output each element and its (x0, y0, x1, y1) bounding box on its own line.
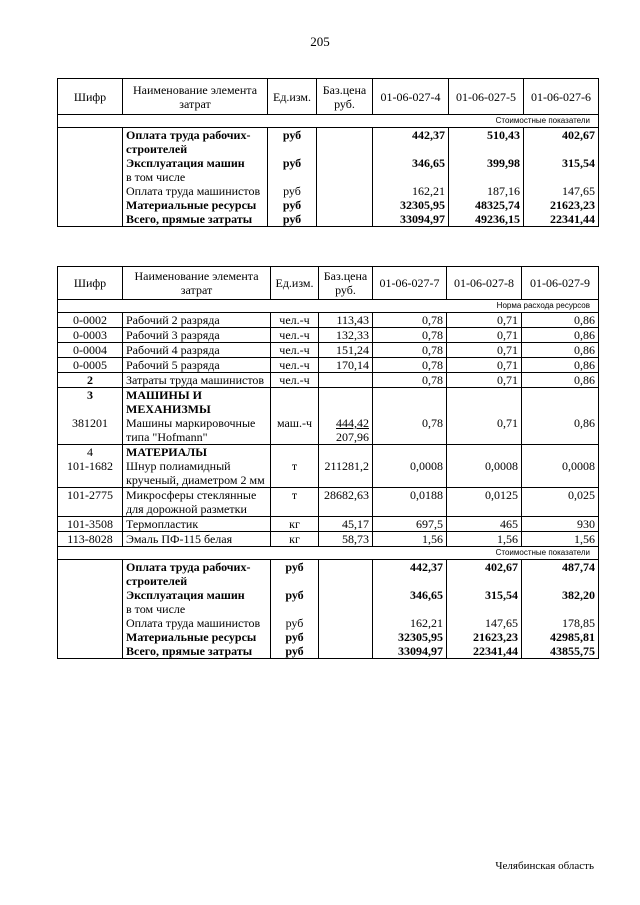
row-value: 0,0188 (373, 488, 447, 517)
row-unit: руб (271, 630, 319, 644)
subheader-norm: Норма расхода ресурсов (58, 300, 599, 313)
row-unit: руб (268, 156, 317, 170)
table-row (58, 416, 599, 445)
section-code: 4 (58, 445, 123, 460)
row-value: 21623,23 (524, 198, 599, 212)
table-cell (58, 616, 123, 630)
row-price: 113,43 (319, 313, 373, 328)
row-code: 381201 (58, 416, 123, 445)
row-value: 0,86 (522, 328, 599, 343)
row-value: 42985,81 (522, 630, 599, 644)
table-row (58, 128, 599, 157)
column-header: Шифр (58, 79, 123, 115)
row-value: 697,5 (373, 517, 447, 532)
row-value: 346,65 (373, 588, 447, 602)
row-code: 0-0004 (58, 343, 123, 358)
column-header: Ед.изм. (268, 79, 317, 115)
table-row (58, 212, 599, 227)
row-price (319, 416, 373, 445)
row-value: 49236,15 (449, 212, 524, 227)
table-row (58, 560, 599, 589)
row-unit: руб (271, 560, 319, 589)
row-price: 132,33 (319, 328, 373, 343)
row-name: Эксплуатация машин (123, 588, 271, 602)
row-unit: маш.-ч (271, 416, 319, 445)
table-cell (58, 560, 123, 589)
table-row (58, 588, 599, 602)
row-unit: руб (268, 184, 317, 198)
row-value (373, 170, 449, 184)
row-code: 0-0003 (58, 328, 123, 343)
table-cell (271, 388, 319, 417)
table-cell (58, 198, 123, 212)
table-cell (447, 388, 522, 417)
row-value (373, 602, 447, 616)
row-unit: руб (271, 616, 319, 630)
row-value: 1,56 (522, 532, 599, 547)
row-unit (271, 602, 319, 616)
table-cell (373, 388, 447, 417)
table-cell (522, 445, 599, 460)
row-name: Всего, прямые затраты (123, 644, 271, 659)
table-cell (58, 602, 123, 616)
column-header: Ед.изм. (271, 267, 319, 300)
row-value: 0,71 (447, 313, 522, 328)
row-name: Материальные ресурсы (123, 630, 271, 644)
row-name: Микросферы стеклянные для дорожной разметки (123, 488, 271, 517)
row-name: Оплата труда рабочих-строителей (123, 560, 271, 589)
row-value: 0,78 (373, 328, 447, 343)
row-unit: чел.-ч (271, 358, 319, 373)
row-unit: руб (268, 212, 317, 227)
row-name: Оплата труда машинистов (123, 184, 268, 198)
row-price: 45,17 (319, 517, 373, 532)
row-name: Эмаль ПФ-115 белая (123, 532, 271, 547)
table-cell (319, 388, 373, 417)
row-value: 0,78 (373, 313, 447, 328)
table-cell (58, 128, 123, 157)
column-header: 01-06-027-8 (447, 267, 522, 300)
row-code: 101-3508 (58, 517, 123, 532)
row-value: 0,78 (373, 358, 447, 373)
table-cell (317, 128, 373, 157)
row-name: Оплата труда рабочих-строителей (123, 128, 268, 157)
table-cell (58, 212, 123, 227)
row-value: 0,86 (522, 343, 599, 358)
table-row (58, 358, 599, 373)
table-header-row (58, 267, 599, 300)
row-value: 0,0125 (447, 488, 522, 517)
price-value: 207,96 (336, 430, 369, 444)
table-row (58, 547, 599, 560)
row-unit: кг (271, 517, 319, 532)
section-title: МАШИНЫ И МЕХАНИЗМЫ (123, 388, 271, 417)
table-cell (319, 560, 373, 589)
price-value: 444,42 (336, 416, 369, 430)
row-name: Затраты труда машинистов (123, 373, 271, 388)
row-code: 2 (58, 373, 123, 388)
row-unit: руб (271, 588, 319, 602)
column-header: 01-06-027-5 (449, 79, 524, 115)
footer-region: Челябинская область (495, 860, 594, 872)
row-value: 32305,95 (373, 630, 447, 644)
row-value: 487,74 (522, 560, 599, 589)
table-row (58, 170, 599, 184)
row-unit: т (271, 488, 319, 517)
row-name: Термопластик (123, 517, 271, 532)
table-cell (447, 445, 522, 460)
row-value: 0,71 (447, 358, 522, 373)
row-value: 0,0008 (373, 459, 447, 488)
table-row (58, 328, 599, 343)
row-value: 0,78 (373, 343, 447, 358)
column-header: 01-06-027-4 (373, 79, 449, 115)
table-row (58, 343, 599, 358)
table-row (58, 517, 599, 532)
column-header: 01-06-027-7 (373, 267, 447, 300)
row-code: 101-2775 (58, 488, 123, 517)
table-row (58, 644, 599, 659)
row-name: Шнур полиамидный крученый, диаметром 2 мм (123, 459, 271, 488)
table-header-row (58, 79, 599, 115)
row-value: 0,0008 (447, 459, 522, 488)
table-row (58, 488, 599, 517)
row-value: 0,0008 (522, 459, 599, 488)
row-value: 0,71 (447, 416, 522, 445)
table-row (58, 459, 599, 488)
row-value: 1,56 (447, 532, 522, 547)
table-cell (319, 602, 373, 616)
row-name: в том числе (123, 170, 268, 184)
row-value: 402,67 (447, 560, 522, 589)
column-header: 01-06-027-9 (522, 267, 599, 300)
table-cell (58, 588, 123, 602)
subheader-cost: Стоимостные показатели (58, 547, 599, 560)
row-code: 0-0005 (58, 358, 123, 373)
table-cell (58, 170, 123, 184)
table-cell (319, 644, 373, 659)
table-cell (373, 445, 447, 460)
table-cell (522, 388, 599, 417)
row-unit (268, 170, 317, 184)
row-name: Эксплуатация машин (123, 156, 268, 170)
row-value: 402,67 (524, 128, 599, 157)
table-row (58, 313, 599, 328)
table-cell (317, 184, 373, 198)
table-row (58, 198, 599, 212)
page-number: 205 (310, 34, 330, 49)
table-cell (319, 588, 373, 602)
row-price: 28682,63 (319, 488, 373, 517)
table-cell (317, 170, 373, 184)
row-name: Материальные ресурсы (123, 198, 268, 212)
column-header: Шифр (58, 267, 123, 300)
row-value (447, 602, 522, 616)
table-cell (271, 445, 319, 460)
row-unit: руб (268, 198, 317, 212)
row-value: 0,71 (447, 328, 522, 343)
row-value: 346,65 (373, 156, 449, 170)
row-value: 33094,97 (373, 644, 447, 659)
section-title: МАТЕРИАЛЫ (123, 445, 271, 460)
row-code: 113-8028 (58, 532, 123, 547)
row-value: 315,54 (524, 156, 599, 170)
table-row (58, 184, 599, 198)
row-value: 465 (447, 517, 522, 532)
row-price: 211281,2 (319, 459, 373, 488)
row-value: 22341,44 (447, 644, 522, 659)
row-code: 101-1682 (58, 459, 123, 488)
row-value: 442,37 (373, 560, 447, 589)
column-header: Наименование элемента затрат (123, 79, 268, 115)
cost-table-2 (57, 266, 599, 659)
row-price: 151,24 (319, 343, 373, 358)
row-value: 510,43 (449, 128, 524, 157)
row-value: 0,86 (522, 416, 599, 445)
column-header: Баз.цена руб. (319, 267, 373, 300)
row-value: 48325,74 (449, 198, 524, 212)
row-value: 0,78 (373, 416, 447, 445)
row-unit: т (271, 459, 319, 488)
table-cell (319, 616, 373, 630)
table-row (58, 532, 599, 547)
row-unit: чел.-ч (271, 328, 319, 343)
row-value: 382,20 (522, 588, 599, 602)
table-cell (317, 198, 373, 212)
row-value: 22341,44 (524, 212, 599, 227)
row-value: 930 (522, 517, 599, 532)
table-row (58, 445, 599, 460)
row-value: 0,86 (522, 313, 599, 328)
table-cell (319, 630, 373, 644)
row-value: 162,21 (373, 184, 449, 198)
column-header: 01-06-027-6 (524, 79, 599, 115)
row-value (522, 602, 599, 616)
row-name: Рабочий 5 разряда (123, 358, 271, 373)
table-row (58, 630, 599, 644)
row-value: 399,98 (449, 156, 524, 170)
row-value: 0,71 (447, 343, 522, 358)
cost-table-1 (57, 78, 599, 227)
row-unit: кг (271, 532, 319, 547)
row-value: 0,86 (522, 358, 599, 373)
row-value: 178,85 (522, 616, 599, 630)
row-name: Оплата труда машинистов (123, 616, 271, 630)
row-value: 0,78 (373, 373, 447, 388)
table-row (58, 616, 599, 630)
row-value: 162,21 (373, 616, 447, 630)
table-row (58, 373, 599, 388)
row-name: Рабочий 3 разряда (123, 328, 271, 343)
row-value (449, 170, 524, 184)
row-value: 147,65 (447, 616, 522, 630)
row-unit: чел.-ч (271, 343, 319, 358)
table-cell (319, 445, 373, 460)
row-unit: руб (271, 644, 319, 659)
table-cell (317, 212, 373, 227)
row-name: Рабочий 4 разряда (123, 343, 271, 358)
section-code: 3 (58, 388, 123, 417)
row-value: 21623,23 (447, 630, 522, 644)
row-value: 0,86 (522, 373, 599, 388)
row-price (319, 373, 373, 388)
column-header: Наименование элемента затрат (123, 267, 271, 300)
table-row (58, 602, 599, 616)
row-price: 170,14 (319, 358, 373, 373)
row-name: Машины маркировочные типа "Hofmann" (123, 416, 271, 445)
table-cell (58, 184, 123, 198)
row-unit: чел.-ч (271, 313, 319, 328)
row-value: 147,65 (524, 184, 599, 198)
row-value: 43855,75 (522, 644, 599, 659)
row-value (524, 170, 599, 184)
row-name: Рабочий 2 разряда (123, 313, 271, 328)
row-unit: чел.-ч (271, 373, 319, 388)
row-value: 315,54 (447, 588, 522, 602)
row-value: 1,56 (373, 532, 447, 547)
row-code: 0-0002 (58, 313, 123, 328)
table-row (58, 388, 599, 417)
row-price: 58,73 (319, 532, 373, 547)
row-value: 32305,95 (373, 198, 449, 212)
table-cell (58, 630, 123, 644)
table-cell (58, 156, 123, 170)
table-cell (58, 644, 123, 659)
row-value: 187,16 (449, 184, 524, 198)
row-value: 0,025 (522, 488, 599, 517)
column-header: Баз.цена руб. (317, 79, 373, 115)
row-value: 33094,97 (373, 212, 449, 227)
row-value: 0,71 (447, 373, 522, 388)
row-value: 442,37 (373, 128, 449, 157)
subheader-cost: Стоимостные показатели (58, 115, 599, 128)
table-cell (317, 156, 373, 170)
row-name: в том числе (123, 602, 271, 616)
table-row (58, 156, 599, 170)
row-unit: руб (268, 128, 317, 157)
row-name: Всего, прямые затраты (123, 212, 268, 227)
